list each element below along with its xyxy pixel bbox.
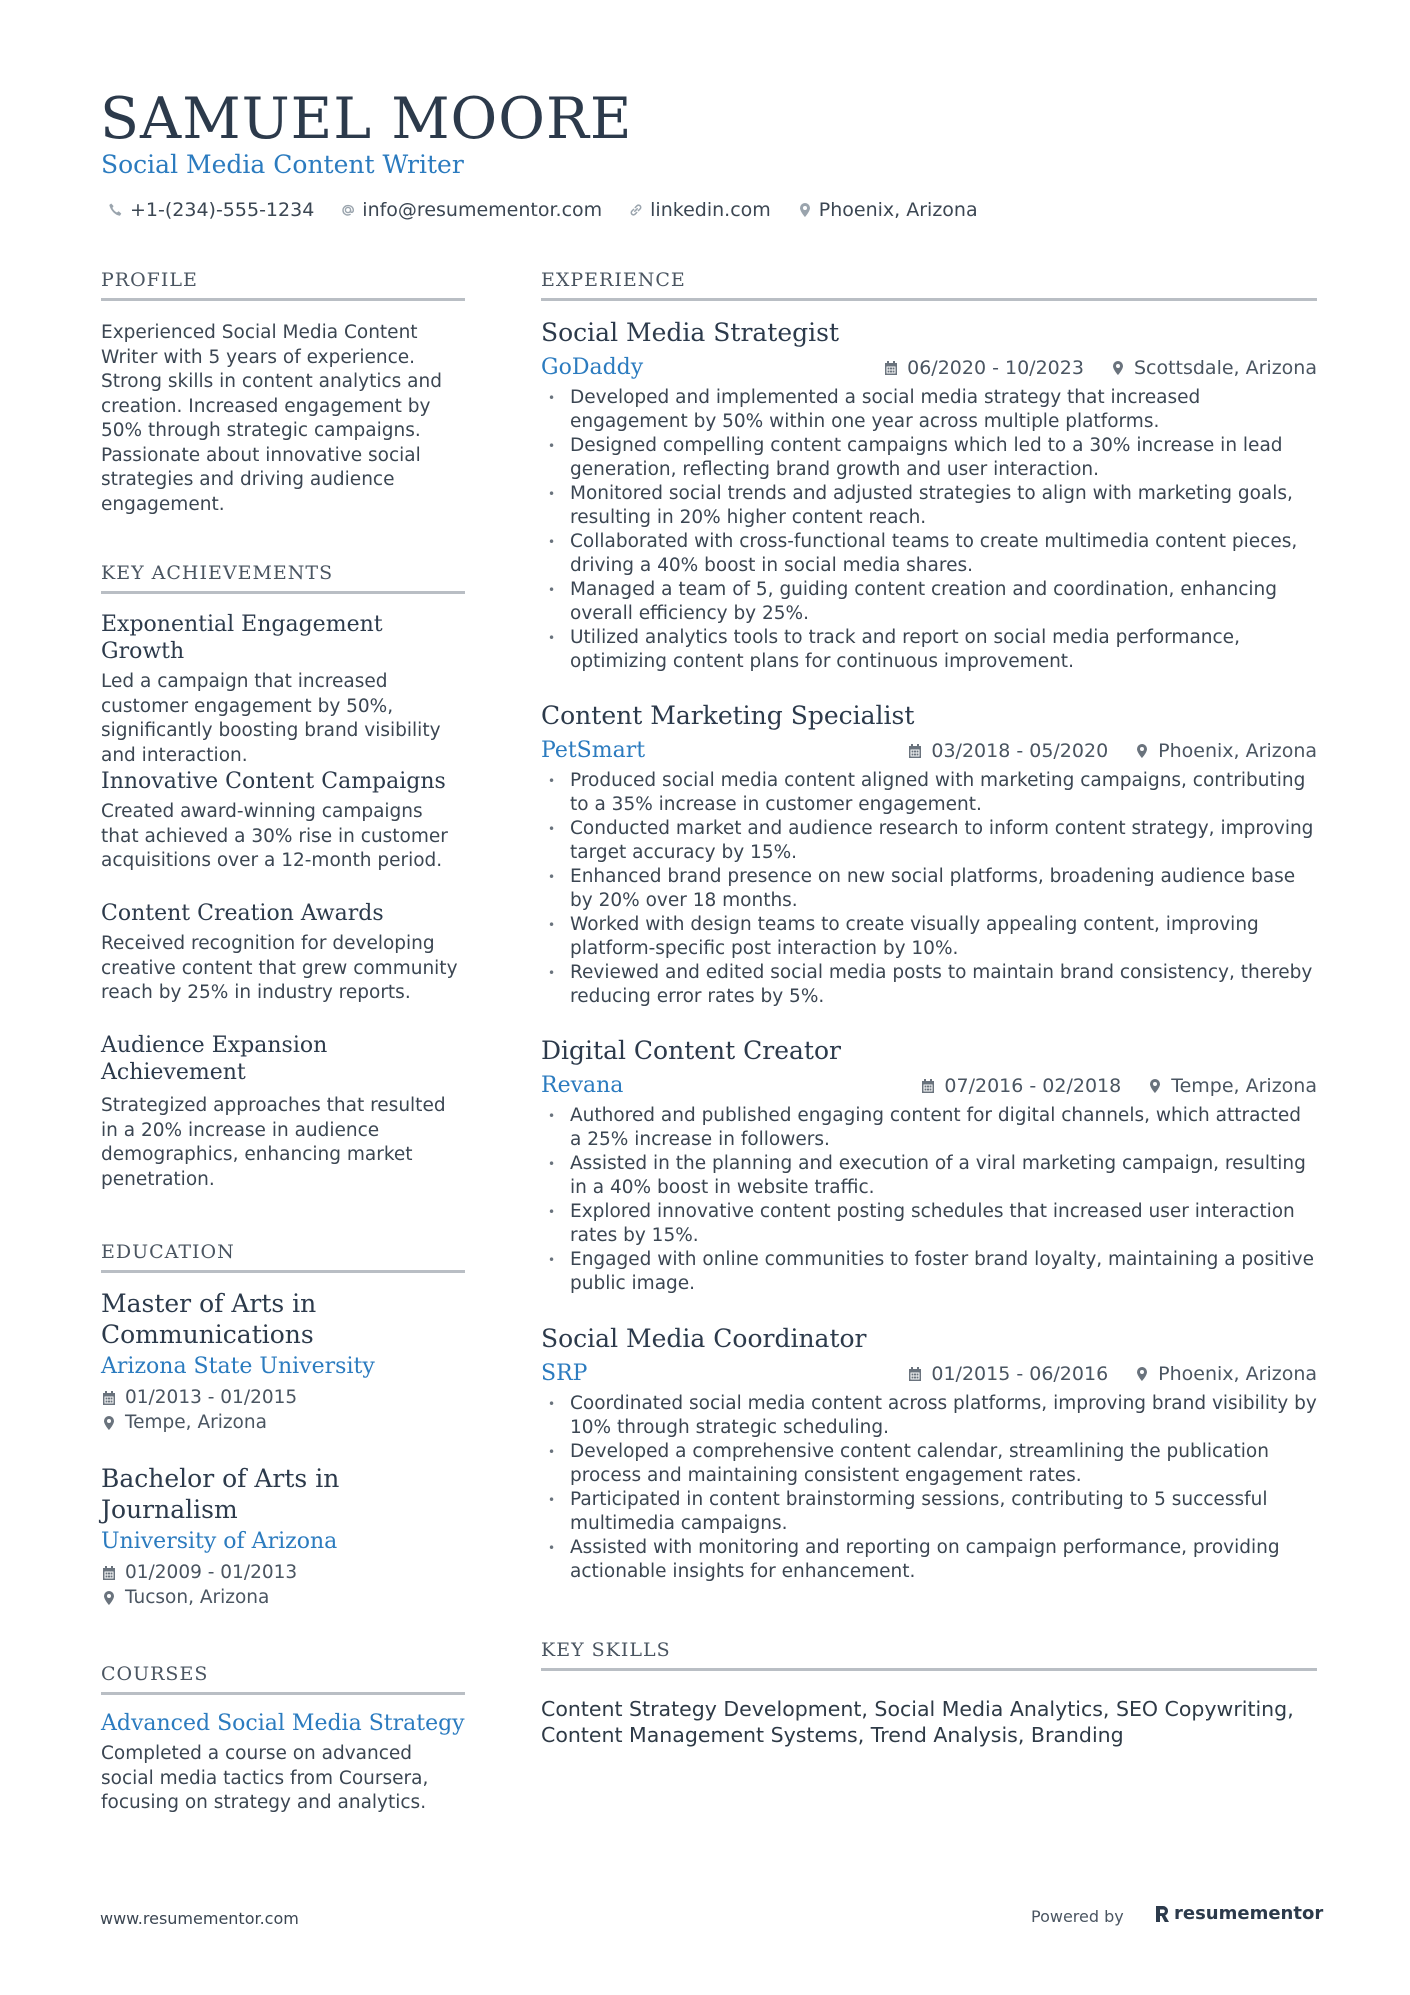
- experience-item: [541, 1036, 1317, 1296]
- education-item: [101, 1463, 401, 1610]
- education-location: [101, 1585, 401, 1610]
- brand-logo[interactable]: [1154, 1903, 1323, 1924]
- experience-location-text: Tempe, Arizona: [1171, 1074, 1317, 1097]
- calendar-icon: [101, 1565, 117, 1581]
- experience-item: [541, 1324, 1317, 1584]
- bullet-item: • Designed compelling content campaigns which led to a 30% increase in lead generation, reflecting brand growth and user interaction.: [541, 434, 1317, 482]
- achievement-item: [101, 1032, 371, 1086]
- calendar-icon: [101, 1390, 117, 1406]
- bullet-item: • Collaborated with cross-functional teams to create multimedia content pieces, driving a 40% boost in social media shares.: [541, 530, 1317, 578]
- experience-meta-row: [541, 1361, 1317, 1386]
- bullet-item: • Developed and implemented a social media strategy that increased engagement by 50% within one year across multiple platforms.: [541, 386, 1317, 434]
- bullet-item: • Developed a comprehensive content calendar, streamlining the publication process and maintaining consistent engagement rates.: [541, 1440, 1317, 1488]
- map-pin-icon: [797, 202, 813, 218]
- map-pin-icon: [1134, 743, 1150, 759]
- bullet-item: • Reviewed and edited social media posts to maintain brand consistency, thereby reducing error rates by 5%.: [541, 961, 1317, 1009]
- contact-location: [797, 199, 978, 221]
- contact-phone[interactable]: [108, 199, 314, 221]
- calendar-icon: [920, 1078, 936, 1094]
- bullet-item: • Explored innovative content posting schedules that increased user interaction rates by 15%.: [541, 1200, 1317, 1248]
- section-heading-skills: KEY SKILLS: [541, 1639, 1317, 1671]
- bullet-item: • Authored and published engaging content for digital channels, which attracted a 25% increase in followers.: [541, 1104, 1317, 1152]
- phone-icon: [108, 202, 124, 218]
- course-title: Advanced Social Media Strategy: [101, 1711, 465, 1736]
- contact-email[interactable]: [340, 199, 602, 221]
- section-heading-experience: EXPERIENCE: [541, 269, 1317, 301]
- achievement-item: [101, 900, 465, 1006]
- experience-meta: [920, 1075, 1317, 1097]
- experience-bullets: [541, 1392, 1317, 1584]
- experience-company: GoDaddy: [541, 355, 644, 380]
- bullet-item: • Monitored social trends and adjusted strategies to align with marketing goals, resulting in 20% higher content reach.: [541, 482, 1317, 530]
- section-heading-achievements: KEY ACHIEVEMENTS: [101, 562, 465, 594]
- bullet-item: • Assisted in the planning and execution of a viral marketing campaign, resulting in a 40% boost in website traffic.: [541, 1152, 1317, 1200]
- resumementor-logo-icon: [1154, 1904, 1170, 1924]
- location-text: Phoenix, Arizona: [818, 199, 978, 221]
- achievement-title: Exponential Engagement Growth: [101, 612, 383, 664]
- calendar-icon: [907, 743, 923, 759]
- experience-dates: [920, 1075, 1121, 1097]
- powered-by-label: Powered by: [1031, 1907, 1124, 1926]
- section-heading-education: EDUCATION: [101, 1241, 465, 1273]
- education-item: [101, 1288, 401, 1435]
- experience-dates: [907, 740, 1108, 762]
- experience-role: Social Media Coordinator: [541, 1324, 867, 1353]
- experience-location: [1147, 1075, 1317, 1097]
- experience-dates-text: 03/2018 - 05/2020: [931, 739, 1109, 762]
- education-degree: Bachelor of Arts in Journalism: [101, 1464, 340, 1524]
- achievement-title: Content Creation Awards: [101, 901, 384, 926]
- course-desc: Completed a course on advanced social media tactics from Coursera, focusing on strategy and analytics.: [101, 1743, 429, 1813]
- education-location-text: Tempe, Arizona: [125, 1412, 267, 1433]
- education-school: Arizona State University: [101, 1354, 375, 1379]
- education-location-text: Tucson, Arizona: [125, 1587, 270, 1608]
- bullet-item: • Managed a team of 5, guiding content creation and coordination, enhancing overall efficiency by 25%.: [541, 578, 1317, 626]
- experience-role: Digital Content Creator: [541, 1036, 841, 1065]
- link-icon: [628, 202, 644, 218]
- experience-location-text: Phoenix, Arizona: [1158, 1362, 1317, 1385]
- bullet-item: • Conducted market and audience research to inform content strategy, improving target accuracy by 15%.: [541, 817, 1317, 865]
- education-school: University of Arizona: [101, 1529, 338, 1554]
- profile-summary: Experienced Social Media Content Writer with 5 years of experience. Strong skills in content analytics and creation. Increased engagement by 50% through strategic campaigns. Passionate about innovative social strategies and driving audience engagement.: [101, 322, 442, 515]
- map-pin-icon: [101, 1590, 117, 1606]
- experience-dates: [883, 357, 1084, 379]
- experience-company: PetSmart: [541, 738, 646, 763]
- map-pin-icon: [1147, 1078, 1163, 1094]
- footer-url[interactable]: www.resumementor.com: [100, 1909, 299, 1928]
- experience-bullets: [541, 769, 1317, 1009]
- contact-bar: [108, 199, 978, 221]
- experience-dates-text: 06/2020 - 10/2023: [907, 356, 1084, 379]
- experience-meta-row: [541, 1073, 1317, 1098]
- education-dates: [101, 1560, 401, 1585]
- email-text: info@resumementor.com: [362, 199, 603, 221]
- experience-item: [541, 318, 1317, 674]
- map-pin-icon: [1134, 1366, 1150, 1382]
- education-dates: [101, 1385, 401, 1410]
- bullet-item: • Coordinated social media content across platforms, improving brand visibility by 10% through strategic scheduling.: [541, 1392, 1317, 1440]
- education-dates-text: 01/2013 - 01/2015: [125, 1387, 298, 1408]
- course-item: [101, 1711, 465, 1816]
- achievement-title: Innovative Content Campaigns: [101, 769, 446, 794]
- education-dates-text: 01/2009 - 01/2013: [125, 1562, 298, 1583]
- experience-location: [1134, 1363, 1317, 1385]
- skills-list: Content Strategy Development, Social Media Analytics, SEO Copywriting, Content Management Systems, Trend Analysis, Branding: [541, 1697, 1294, 1747]
- bullet-item: • Produced social media content aligned with marketing campaigns, contributing to a 35% increase in customer engagement.: [541, 769, 1317, 817]
- experience-dates: [907, 1363, 1108, 1385]
- candidate-name: SAMUEL MOORE: [100, 86, 633, 152]
- education-location: [101, 1410, 401, 1435]
- map-pin-icon: [1110, 360, 1126, 376]
- experience-role: Social Media Strategist: [541, 318, 840, 347]
- bullet-item: • Assisted with monitoring and reporting on campaign performance, providing actionable insights for enhancement.: [541, 1536, 1317, 1584]
- experience-bullets: [541, 1104, 1317, 1296]
- experience-dates-text: 01/2015 - 06/2016: [931, 1362, 1109, 1385]
- phone-text: +1-(234)-555-1234: [130, 199, 315, 221]
- achievement-desc: Created award-winning campaigns that achieved a 30% rise in customer acquisitions over a 12-month period.: [101, 801, 448, 871]
- experience-location: [1110, 357, 1317, 379]
- education-degree: Master of Arts in Communications: [101, 1289, 317, 1349]
- achievement-desc: Received recognition for developing creative content that grew community reach by 25% in industry reports.: [101, 933, 458, 1003]
- achievement-desc: Strategized approaches that resulted in a 20% increase in audience demographics, enhancing market penetration.: [101, 1095, 446, 1190]
- experience-meta: [907, 740, 1317, 762]
- experience-bullets: [541, 386, 1317, 674]
- linkedin-text: linkedin.com: [650, 199, 771, 221]
- bullet-item: • Utilized analytics tools to track and report on social media performance, optimizing content plans for continuous improvement.: [541, 626, 1317, 674]
- experience-meta-row: [541, 355, 1317, 380]
- experience-role: Content Marketing Specialist: [541, 701, 915, 730]
- brand-name: resumementor: [1174, 1903, 1324, 1924]
- experience-meta-row: [541, 738, 1317, 763]
- at-icon: [340, 202, 356, 218]
- experience-company: SRP: [541, 1361, 588, 1386]
- section-heading-courses: COURSES: [101, 1663, 465, 1695]
- experience-location-text: Scottsdale, Arizona: [1133, 356, 1317, 379]
- experience-dates-text: 07/2016 - 02/2018: [944, 1074, 1122, 1097]
- experience-location: [1134, 740, 1317, 762]
- contact-linkedin[interactable]: [628, 199, 771, 221]
- achievement-item: [101, 768, 465, 874]
- map-pin-icon: [101, 1415, 117, 1431]
- bullet-item: • Engaged with online communities to foster brand loyalty, maintaining a positive public image.: [541, 1248, 1317, 1296]
- experience-location-text: Phoenix, Arizona: [1158, 739, 1317, 762]
- bullet-item: • Worked with design teams to create visually appealing content, improving platform-specific post interaction by 10%.: [541, 913, 1317, 961]
- bullet-item: • Participated in content brainstorming sessions, contributing to 5 successful multimedia campaigns.: [541, 1488, 1317, 1536]
- bullet-item: • Enhanced brand presence on new social platforms, broadening audience base by 20% over 18 months.: [541, 865, 1317, 913]
- section-heading-profile: PROFILE: [101, 269, 465, 301]
- experience-meta: [907, 1363, 1317, 1385]
- achievement-item: [101, 611, 465, 768]
- job-title: Social Media Content Writer: [101, 150, 464, 179]
- calendar-icon: [883, 360, 899, 376]
- achievement-desc: Led a campaign that increased customer engagement by 50%, significantly boosting brand visibility and interaction.: [101, 671, 441, 766]
- experience-company: Revana: [541, 1073, 624, 1098]
- experience-item: [541, 701, 1317, 1009]
- experience-meta: [883, 357, 1317, 379]
- calendar-icon: [907, 1366, 923, 1382]
- achievement-title: Audience Expansion Achievement: [101, 1033, 328, 1085]
